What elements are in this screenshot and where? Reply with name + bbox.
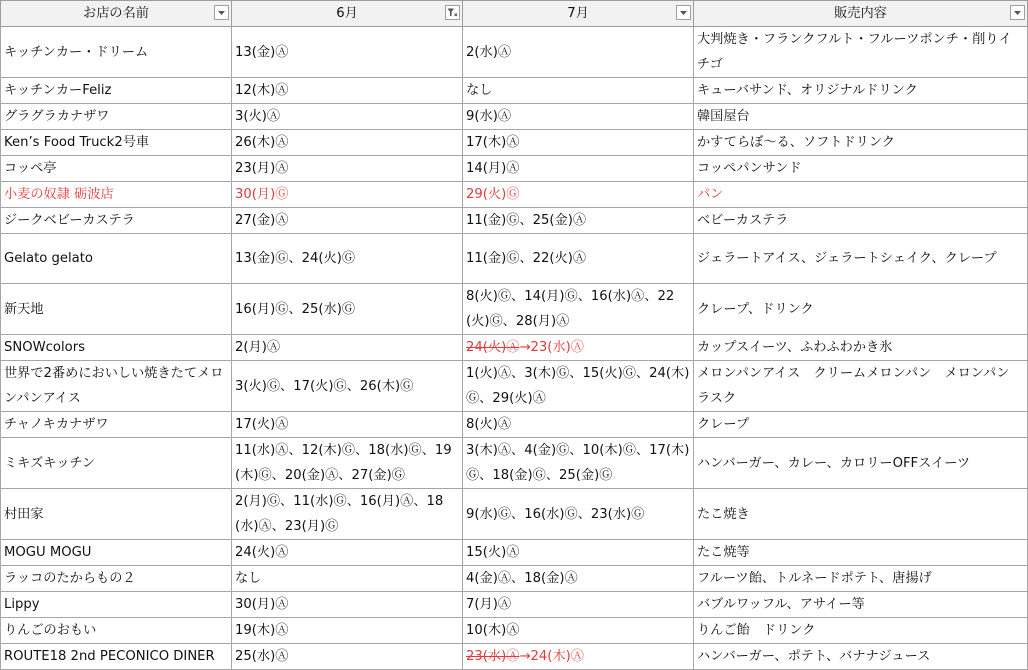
cell-sales-items[interactable]: メロンパンアイス クリームメロンパン メロンパン ラスク: [694, 361, 1028, 412]
cell-june[interactable]: 2(月)Ⓐ: [232, 335, 463, 361]
chevron-down-icon: [1013, 10, 1022, 16]
table-row: [1, 27, 1028, 78]
chevron-down-icon: [217, 10, 226, 16]
cell-shop-name[interactable]: ROUTE18 2nd PECONICO DINER: [1, 644, 232, 670]
cell-july[interactable]: 10(木)Ⓐ: [463, 618, 694, 644]
cell-shop-name[interactable]: 世界で2番めにおいしい焼きたてメロンパンアイス: [1, 361, 232, 412]
cell-july[interactable]: [463, 644, 694, 670]
header-july[interactable]: [463, 1, 694, 27]
cell-june[interactable]: 12(木)Ⓐ: [232, 78, 463, 104]
cell-june[interactable]: 19(木)Ⓐ: [232, 618, 463, 644]
cell-july[interactable]: 1(火)Ⓐ、3(木)Ⓖ、15(火)Ⓖ、24(木)Ⓖ、29(火)Ⓐ: [463, 361, 694, 412]
cell-shop-name[interactable]: SNOWcolors: [1, 335, 232, 361]
table-row: [1, 234, 1028, 284]
cell-shop-name[interactable]: MOGU MOGU: [1, 540, 232, 566]
cell-sales-items[interactable]: ハンバーガー、カレー、カロリーOFFスイーツ: [694, 438, 1028, 489]
table-row: [1, 618, 1028, 644]
cell-june[interactable]: 13(金)Ⓐ: [232, 27, 463, 78]
table-row: [1, 412, 1028, 438]
cancelled-date: 23(水)Ⓐ: [466, 649, 520, 664]
table-row: [1, 644, 1028, 670]
cell-sales-items[interactable]: たこ焼き: [694, 489, 1028, 540]
header-label: 6月: [336, 6, 358, 21]
cell-july[interactable]: 8(火)Ⓖ、14(月)Ⓖ、16(水)Ⓐ、22(火)Ⓖ、28(月)Ⓐ: [463, 284, 694, 335]
cell-july[interactable]: 9(水)Ⓐ: [463, 104, 694, 130]
rescheduled-date: 23(水)Ⓐ: [530, 340, 584, 355]
cell-june[interactable]: 24(火)Ⓐ: [232, 540, 463, 566]
cell-july[interactable]: 15(火)Ⓐ: [463, 540, 694, 566]
table-row: [1, 489, 1028, 540]
cell-july[interactable]: 17(木)Ⓐ: [463, 130, 694, 156]
table-row: [1, 208, 1028, 234]
cell-shop-name[interactable]: キッチンカー・ドリーム: [1, 27, 232, 78]
cell-june[interactable]: 16(月)Ⓖ、25(水)Ⓖ: [232, 284, 463, 335]
cell-july[interactable]: 2(水)Ⓐ: [463, 27, 694, 78]
table-row: [1, 361, 1028, 412]
filter-dropdown-button[interactable]: [214, 5, 229, 20]
cancelled-date: 24(火)Ⓐ: [466, 340, 520, 355]
filter-dropdown-button[interactable]: [1010, 5, 1025, 20]
table-row: [1, 104, 1028, 130]
cell-july[interactable]: 8(火)Ⓐ: [463, 412, 694, 438]
cell-june[interactable]: 30(月)Ⓐ: [232, 592, 463, 618]
cell-sales-items[interactable]: 大判焼き・フランクフルト・フルーツポンチ・削りイチゴ: [694, 27, 1028, 78]
cell-sales-items[interactable]: ハンバーガー、ポテト、バナナジュース: [694, 644, 1028, 670]
table-row: [1, 540, 1028, 566]
header-label: 7月: [567, 6, 589, 21]
table-row: [1, 156, 1028, 182]
cell-sales-items[interactable]: クレープ、ドリンク: [694, 284, 1028, 335]
cell-july[interactable]: 11(金)Ⓖ、25(金)Ⓐ: [463, 208, 694, 234]
cell-sales-items[interactable]: りんご飴 ドリンク: [694, 618, 1028, 644]
table-row: [1, 566, 1028, 592]
cell-june[interactable]: 2(月)Ⓖ、11(水)Ⓖ、16(月)Ⓐ、18(水)Ⓐ、23(月)Ⓖ: [232, 489, 463, 540]
rescheduled-date: 24(木)Ⓐ: [530, 649, 584, 664]
cell-july[interactable]: [463, 335, 694, 361]
cell-july[interactable]: 3(木)Ⓐ、4(金)Ⓖ、10(木)Ⓖ、17(木)Ⓖ、18(金)Ⓖ、25(金)Ⓖ: [463, 438, 694, 489]
cell-june[interactable]: 3(火)Ⓐ: [232, 104, 463, 130]
cell-sales-items[interactable]: 韓国屋台: [694, 104, 1028, 130]
cell-july[interactable]: 7(月)Ⓐ: [463, 592, 694, 618]
table-row: [1, 335, 1028, 361]
cell-shop-name[interactable]: グラグラカナザワ: [1, 104, 232, 130]
cell-sales-items[interactable]: ジェラートアイス、ジェラートシェイク、クレープ: [694, 234, 1028, 284]
chevron-down-icon: [679, 10, 688, 16]
cell-july[interactable]: 14(月)Ⓐ: [463, 156, 694, 182]
change-arrow: →: [519, 649, 531, 664]
cell-shop-name[interactable]: Ken’s Food Truck2号車: [1, 130, 232, 156]
cell-sales-items[interactable]: ベビーカステラ: [694, 208, 1028, 234]
cell-shop-name[interactable]: Lippy: [1, 592, 232, 618]
cell-shop-name[interactable]: 村田家: [1, 489, 232, 540]
header-row: [1, 1, 1028, 27]
cell-july[interactable]: 9(水)Ⓖ、16(水)Ⓖ、23(水)Ⓖ: [463, 489, 694, 540]
cell-sales-items[interactable]: たこ焼等: [694, 540, 1028, 566]
cell-sales-items[interactable]: キューバサンド、オリジナルドリンク: [694, 78, 1028, 104]
table-row: [1, 438, 1028, 489]
cell-sales-items[interactable]: コッペパンサンド: [694, 156, 1028, 182]
cell-sales-items[interactable]: パン: [694, 182, 1028, 208]
filter-dropdown-button[interactable]: [676, 5, 691, 20]
table-row: [1, 130, 1028, 156]
table-row: [1, 78, 1028, 104]
filter-funnel-icon: [447, 8, 458, 18]
cell-june[interactable]: 13(金)Ⓖ、24(火)Ⓖ: [232, 234, 463, 284]
cell-sales-items[interactable]: フルーツ飴、トルネードポテト、唐揚げ: [694, 566, 1028, 592]
cell-shop-name[interactable]: コッペ亭: [1, 156, 232, 182]
cell-sales-items[interactable]: クレープ: [694, 412, 1028, 438]
change-arrow: →: [519, 340, 531, 355]
cell-shop-name[interactable]: りんごのおもい: [1, 618, 232, 644]
cell-july[interactable]: 4(金)Ⓐ、18(金)Ⓐ: [463, 566, 694, 592]
table-row: [1, 284, 1028, 335]
header-shop-name[interactable]: [1, 1, 232, 27]
cell-june[interactable]: 3(火)Ⓖ、17(火)Ⓖ、26(木)Ⓖ: [232, 361, 463, 412]
cell-shop-name[interactable]: ラッコのたからもの２: [1, 566, 232, 592]
header-june[interactable]: [232, 1, 463, 27]
cell-june[interactable]: 25(水)Ⓐ: [232, 644, 463, 670]
cell-shop-name[interactable]: チャノキカナザワ: [1, 412, 232, 438]
table-row: [1, 592, 1028, 618]
cell-shop-name[interactable]: Gelato gelato: [1, 234, 232, 284]
cell-shop-name[interactable]: 小麦の奴隷 砺波店: [1, 182, 232, 208]
cell-june[interactable]: 23(月)Ⓐ: [232, 156, 463, 182]
cell-june[interactable]: 11(水)Ⓐ、12(木)Ⓖ、18(水)Ⓖ、19(木)Ⓖ、20(金)Ⓐ、27(金)Ⓖ: [232, 438, 463, 489]
cell-june[interactable]: 27(金)Ⓐ: [232, 208, 463, 234]
cell-shop-name[interactable]: 新天地: [1, 284, 232, 335]
cell-july[interactable]: 11(金)Ⓖ、22(火)Ⓐ: [463, 234, 694, 284]
cell-sales-items[interactable]: カップスイーツ、ふわふわかき氷: [694, 335, 1028, 361]
cell-july[interactable]: なし: [463, 78, 694, 104]
cell-shop-name[interactable]: ミキズキッチン: [1, 438, 232, 489]
cell-shop-name[interactable]: キッチンカーFeliz: [1, 78, 232, 104]
cell-sales-items[interactable]: バブルワッフル、アサイー等: [694, 592, 1028, 618]
filter-active-button[interactable]: [445, 5, 460, 20]
cell-june[interactable]: 17(火)Ⓐ: [232, 412, 463, 438]
header-label: お店の名前: [83, 6, 149, 21]
header-label: 販売内容: [834, 6, 887, 21]
cell-july[interactable]: 29(火)Ⓖ: [463, 182, 694, 208]
cell-june[interactable]: 30(月)Ⓖ: [232, 182, 463, 208]
table-row: [1, 182, 1028, 208]
cell-shop-name[interactable]: ジークベビーカステラ: [1, 208, 232, 234]
cell-june[interactable]: 26(木)Ⓐ: [232, 130, 463, 156]
header-sales-items[interactable]: [694, 1, 1028, 27]
cell-sales-items[interactable]: かすてらぼ〜る、ソフトドリンク: [694, 130, 1028, 156]
cell-june[interactable]: なし: [232, 566, 463, 592]
